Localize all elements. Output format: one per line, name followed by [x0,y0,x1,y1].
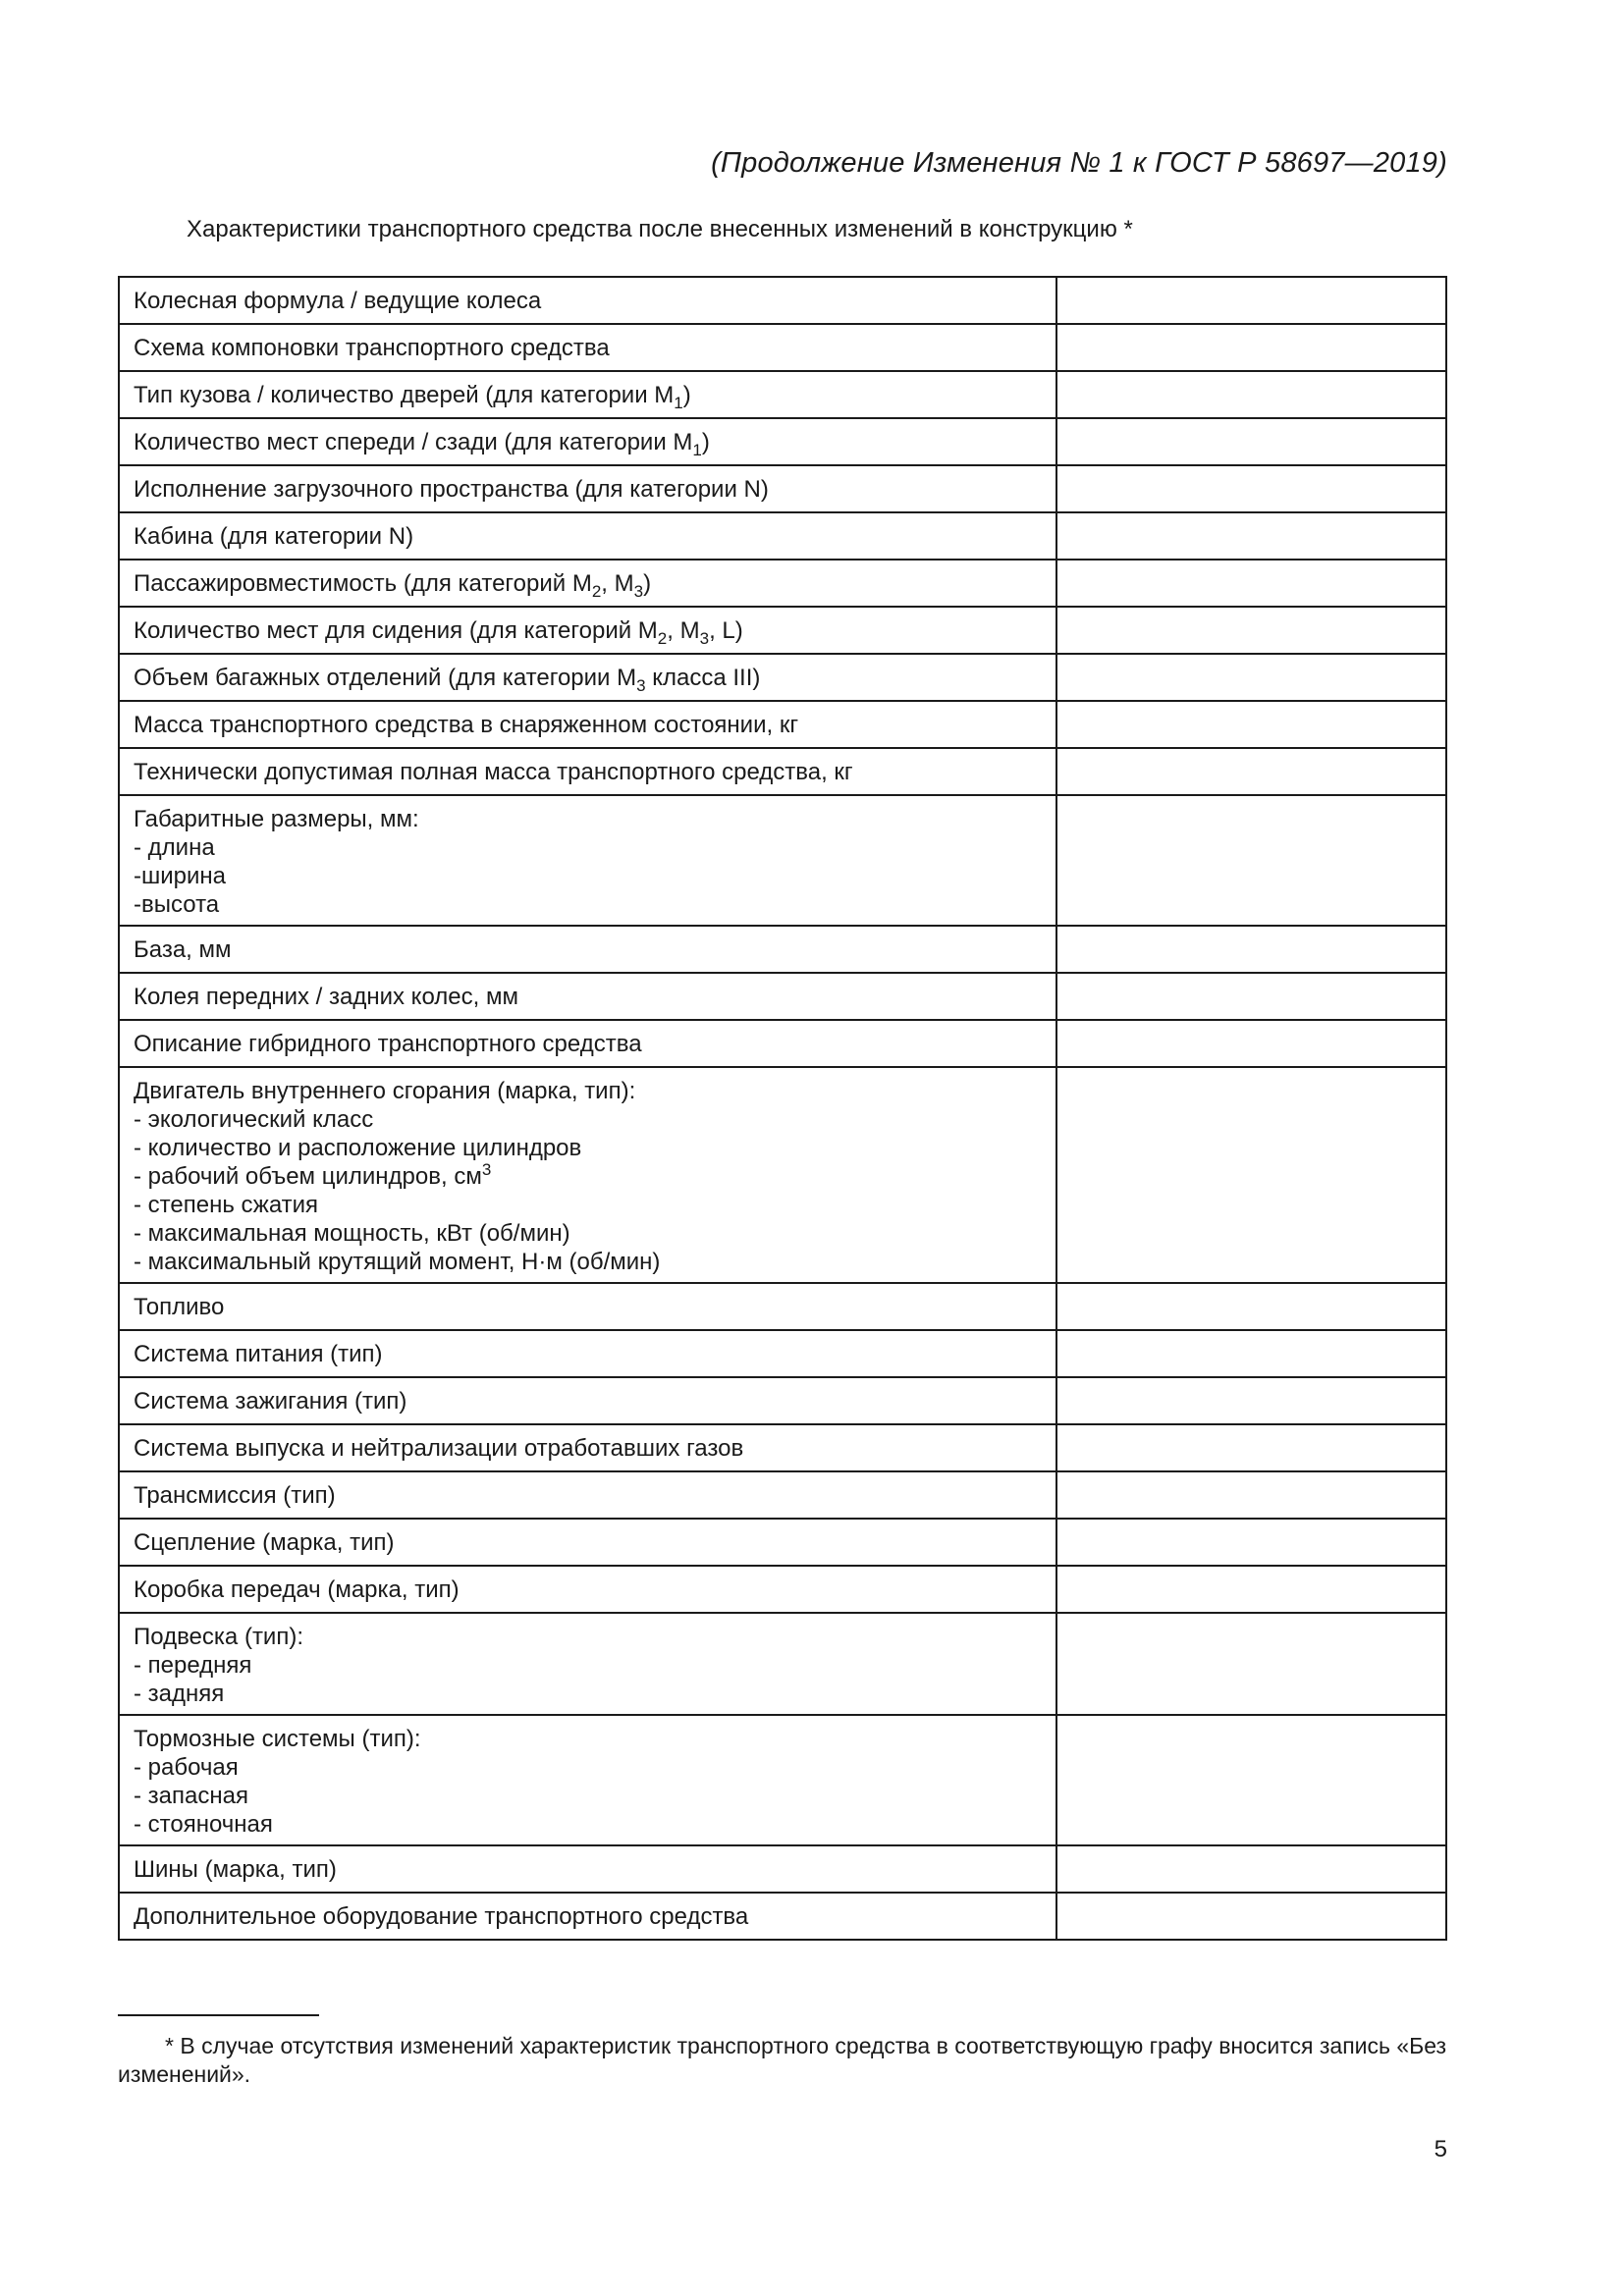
row-value-cell[interactable] [1056,1715,1446,1845]
row-label: Система зажигания (тип) [134,1388,407,1415]
row-value-cell[interactable] [1056,1845,1446,1893]
row-sublabel: - максимальный крутящий момент, Н·м (об/мин) [134,1249,661,1275]
characteristics-table-body [119,277,1446,1940]
row-label: Дополнительное оборудование транспортного средства [134,1903,749,1930]
row-label: База, мм [134,936,232,963]
row-value-cell[interactable] [1056,973,1446,1020]
table-row [119,512,1446,560]
row-label-cell [119,701,1056,748]
table-row [119,1424,1446,1471]
row-value-cell[interactable] [1056,1330,1446,1377]
row-label: Исполнение загрузочного пространства (для категории N) [134,476,769,503]
row-sublabel: -ширина [134,863,227,889]
table-row [119,1845,1446,1893]
row-value-cell[interactable] [1056,560,1446,607]
row-label: Описание гибридного транспортного средства [134,1031,642,1057]
row-sublabel: - экологический класс [134,1106,374,1133]
row-value-cell[interactable] [1056,1893,1446,1940]
table-row [119,1893,1446,1940]
row-label-cell [119,795,1056,926]
row-label-cell [119,1519,1056,1566]
row-label-cell [119,1377,1056,1424]
row-sublabel: - задняя [134,1681,225,1707]
row-sublabel: - длина [134,834,215,861]
row-label-cell [119,277,1056,324]
row-label-cell [119,1715,1056,1845]
row-label-cell [119,654,1056,701]
table-row [119,418,1446,465]
row-label: Пассажировместимость (для категорий $M_2$, $M_3$) [134,570,652,601]
table-row [119,1566,1446,1613]
footnote-separator [118,2014,319,2016]
row-value-cell[interactable] [1056,1519,1446,1566]
row-label-cell [119,1283,1056,1330]
row-value-cell[interactable] [1056,654,1446,701]
table-row [119,1067,1446,1283]
row-label: Объем багажных отделений (для категории $M_3$ класса III) [134,665,761,695]
row-label: Технически допустимая полная масса транспортного средства, кг [134,759,853,785]
table-row [119,324,1446,371]
row-label: Система выпуска и нейтрализации отработавших газов [134,1435,744,1462]
row-sublabel: - степень сжатия [134,1192,319,1218]
row-label-cell [119,607,1056,654]
footnote: * В случае отсутствия изменений характеристик транспортного средства в соответствующую графу вносится запись «Без изменений». [118,2033,1447,2087]
row-sublabel: - максимальная мощность, кВт (об/мин) [134,1220,570,1247]
row-label-cell [119,324,1056,371]
row-value-cell[interactable] [1056,795,1446,926]
row-label: Количество мест спереди / сзади (для категории $M_1$) [134,429,710,459]
row-label: Сцепление (марка, тип) [134,1529,395,1556]
table-intro: Характеристики транспортного средства после внесенных изменений в конструкцию * [187,216,1133,242]
row-sublabel: - рабочая [134,1754,239,1781]
table-row [119,371,1446,418]
table-row [119,1377,1446,1424]
row-value-cell[interactable] [1056,1566,1446,1613]
table-row [119,560,1446,607]
table-row [119,701,1446,748]
row-label: Трансмиссия (тип) [134,1482,336,1509]
row-value-cell[interactable] [1056,418,1446,465]
row-value-cell[interactable] [1056,1067,1446,1283]
row-label-cell [119,560,1056,607]
table-row [119,465,1446,512]
row-label: Двигатель внутреннего сгорания (марка, тип): [134,1078,636,1104]
row-label-cell [119,1845,1056,1893]
row-label: Шины (марка, тип) [134,1856,337,1883]
row-label: Тормозные системы (тип): [134,1726,421,1752]
table-row [119,973,1446,1020]
table-row [119,654,1446,701]
row-label-cell [119,1020,1056,1067]
row-label: Тип кузова / количество дверей (для категории $M_1$) [134,382,691,412]
table-row [119,1471,1446,1519]
row-label: Подвеска (тип): [134,1624,303,1650]
row-value-cell[interactable] [1056,465,1446,512]
row-label: Коробка передач (марка, тип) [134,1576,460,1603]
row-label-cell [119,973,1056,1020]
row-label-cell [119,926,1056,973]
row-label: Схема компоновки транспортного средства [134,335,610,361]
row-label-cell [119,1471,1056,1519]
row-label-cell [119,748,1056,795]
row-label: Количество мест для сидения (для категорий $M_2$, $M_3$, L) [134,617,743,648]
table-row [119,1330,1446,1377]
table-row [119,1613,1446,1715]
characteristics-table [118,276,1447,1941]
row-sublabel: - рабочий объем цилиндров, $см^3$ [134,1160,492,1190]
table-row [119,1283,1446,1330]
row-label-cell [119,1893,1056,1940]
row-label-cell [119,1424,1056,1471]
row-value-cell[interactable] [1056,607,1446,654]
row-label: Система питания (тип) [134,1341,383,1367]
table-row [119,277,1446,324]
row-label: Колесная формула / ведущие колеса [134,288,542,314]
row-value-cell[interactable] [1056,277,1446,324]
row-value-cell[interactable] [1056,1283,1446,1330]
row-value-cell[interactable] [1056,701,1446,748]
row-value-cell[interactable] [1056,1471,1446,1519]
table-row [119,926,1446,973]
row-label: Топливо [134,1294,225,1320]
row-label-cell [119,418,1056,465]
table-row [119,748,1446,795]
row-sublabel: - количество и расположение цилиндров [134,1135,582,1161]
row-label-cell [119,1067,1056,1283]
row-label: Колея передних / задних колес, мм [134,984,518,1010]
row-label-cell [119,465,1056,512]
table-row [119,1020,1446,1067]
row-value-cell[interactable] [1056,1424,1446,1471]
table-row [119,795,1446,926]
row-label-cell [119,1613,1056,1715]
table-row [119,1715,1446,1845]
table-row [119,1519,1446,1566]
row-value-cell[interactable] [1056,371,1446,418]
row-label-cell [119,1566,1056,1613]
row-value-cell[interactable] [1056,926,1446,973]
row-value-cell[interactable] [1056,1377,1446,1424]
row-sublabel: - запасная [134,1783,248,1809]
row-label: Кабина (для категории N) [134,523,414,550]
row-value-cell[interactable] [1056,324,1446,371]
row-sublabel: -высота [134,891,220,918]
row-label-cell [119,371,1056,418]
row-value-cell[interactable] [1056,512,1446,560]
row-value-cell[interactable] [1056,748,1446,795]
continuation-header: (Продолжение Изменения № 1 к ГОСТ Р 58697—2019) [711,147,1447,179]
row-sublabel: - стояночная [134,1811,273,1838]
row-value-cell[interactable] [1056,1613,1446,1715]
row-sublabel: - передняя [134,1652,252,1679]
row-label: Масса транспортного средства в снаряженном состоянии, кг [134,712,799,738]
row-label-cell [119,512,1056,560]
row-label-cell [119,1330,1056,1377]
row-label: Габаритные размеры, мм: [134,806,419,832]
row-value-cell[interactable] [1056,1020,1446,1067]
table-row [119,607,1446,654]
page-number: 5 [1434,2136,1447,2163]
